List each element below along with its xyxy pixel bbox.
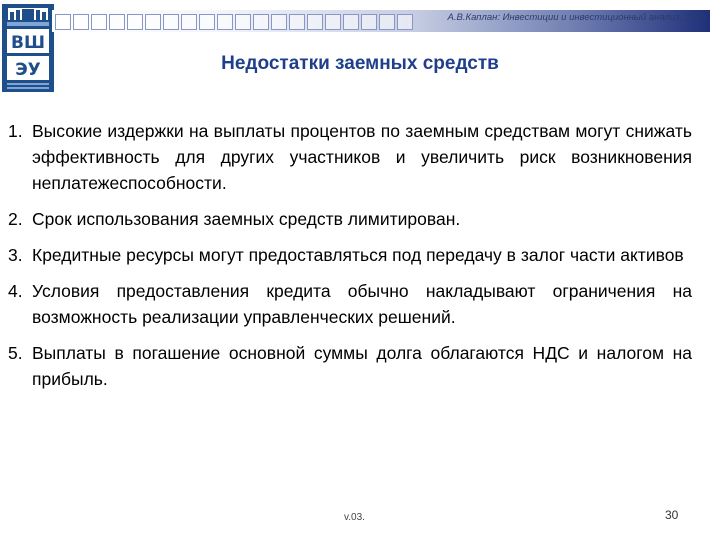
header-square <box>127 14 143 30</box>
header-square <box>163 14 179 30</box>
header-square <box>235 14 251 30</box>
header-square <box>307 14 323 30</box>
header-square <box>271 14 287 30</box>
footer-version: v.03. <box>344 512 365 523</box>
header-square <box>73 14 89 30</box>
university-logo-graphic <box>2 4 54 92</box>
list-item-number: 2. <box>8 209 23 229</box>
list-item <box>8 206 692 232</box>
list-item-text: Срок использования заемных средств лимитирован. <box>32 209 461 229</box>
header-square <box>325 14 341 30</box>
slide-title: Недостатки заемных средств <box>221 53 499 74</box>
list-item <box>8 278 692 330</box>
header-square <box>289 14 305 30</box>
list-item-number: 5. <box>8 343 23 363</box>
header-square <box>253 14 269 30</box>
header-square <box>361 14 377 30</box>
header-square <box>91 14 107 30</box>
list-item-number: 1. <box>8 121 23 141</box>
university-logo <box>2 4 54 92</box>
list-item <box>8 242 692 268</box>
header-square <box>199 14 215 30</box>
header-square <box>397 14 413 30</box>
list-item-text: Высокие издержки на выплаты процентов по заемным средствам могут снижать эффективность для других участников и увеличить риск возникновения неплатежеспособности. <box>32 121 692 193</box>
list-item-text: Условия предоставления кредита обычно накладывают ограничения на возможность реализации управленческих решений. <box>32 281 692 327</box>
header-caption: А.В.Каплан: Инвестиции и инвестиционный анализ. 2016 <box>447 12 706 23</box>
list-item-text: Кредитные ресурсы могут предоставляться под передачу в залог части активов <box>32 245 684 265</box>
list-item <box>8 118 692 196</box>
svg-text:ВШ: ВШ <box>11 33 45 53</box>
header-square <box>217 14 233 30</box>
header-square <box>109 14 125 30</box>
header-square <box>379 14 395 30</box>
disadvantages-list <box>8 118 692 402</box>
list-item-number: 4. <box>8 281 23 301</box>
list-item-number: 3. <box>8 245 23 265</box>
header-square <box>55 14 71 30</box>
header-square <box>181 14 197 30</box>
list-item-text: Выплаты в погашение основной суммы долга облагаются НДС и налогом на прибыль. <box>32 343 692 389</box>
header-square <box>343 14 359 30</box>
header-square <box>145 14 161 30</box>
svg-text:ЭУ: ЭУ <box>15 60 41 80</box>
list-item <box>8 340 692 392</box>
page-number: 30 <box>665 508 679 522</box>
